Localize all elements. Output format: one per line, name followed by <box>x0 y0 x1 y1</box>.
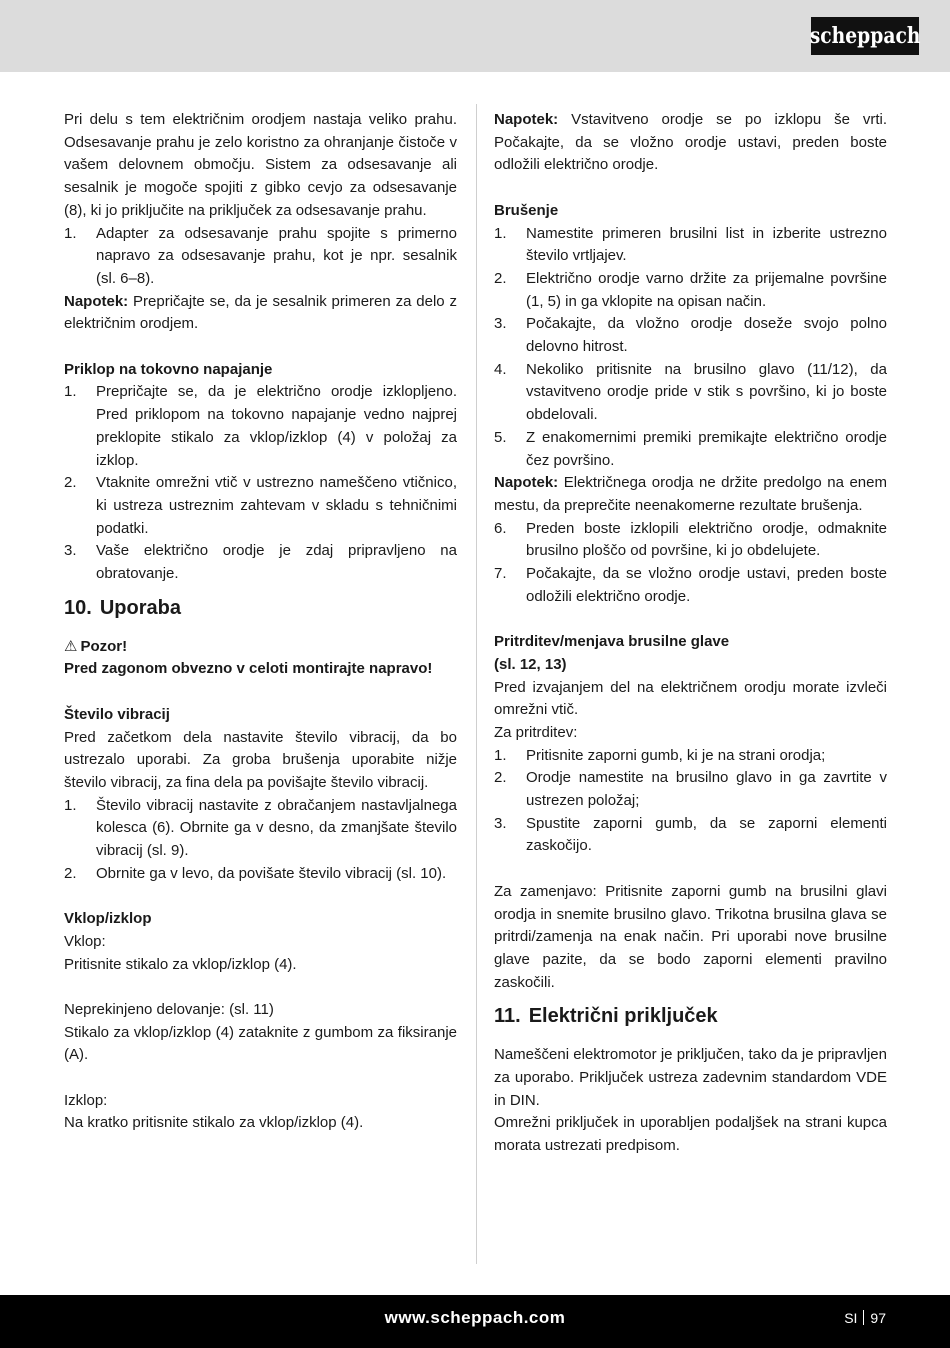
list-number: 5. <box>494 428 507 446</box>
right-column <box>494 109 887 1158</box>
attach-paragraph: Pred izvajanjem del na električnem orodju morate izvleči omrežni vtič. <box>494 678 887 719</box>
list-item <box>64 223 457 291</box>
note-label: Napotek: <box>64 292 129 310</box>
vibration-list <box>64 795 457 886</box>
scheppach-logo <box>811 17 919 55</box>
off-text: Na kratko pritisnite stikalo za vklop/izklop (4). <box>64 1114 364 1132</box>
on-text: Pritisnite stikalo za vklop/izklop (4). <box>64 955 297 973</box>
attach-heading: Pritrditev/menjava brusilne glave <box>494 633 730 651</box>
vibration-heading: Število vibracij <box>64 705 170 723</box>
page-number: 97 <box>870 1310 886 1326</box>
power-heading: Priklop na tokovno napajanje <box>64 360 273 378</box>
list-number: 6. <box>494 519 507 537</box>
continuous-label: Neprekinjeno delovanje: (sl. 11) <box>64 1000 274 1018</box>
list-item <box>494 268 887 313</box>
section-title-text: Električni priključek <box>528 1005 718 1028</box>
list-text: Počakajte, da vložno orodje doseže svojo polno delovno hitrost. <box>526 315 887 356</box>
list-number: 7. <box>494 565 507 583</box>
note-paragraph <box>64 291 457 336</box>
list-number: 1. <box>64 796 77 814</box>
intro-list <box>64 223 457 291</box>
list-text: Vaše električno orodje je zdaj pripravljeno na obratovanje. <box>96 542 457 583</box>
list-item <box>494 563 887 608</box>
list-text: Orodje namestite na brusilno glavo in ga zavrtite v ustrezen položaj; <box>526 769 887 810</box>
footer-bar <box>0 1295 950 1348</box>
grinding-heading: Brušenje <box>494 201 559 219</box>
section-title-text: Uporaba <box>99 596 181 619</box>
list-number: 1. <box>64 224 77 242</box>
note-text: Električnega orodja ne držite predolgo na enem mestu, da preprečite neenakomerne rezultate brušenja. <box>494 474 887 514</box>
list-item <box>64 540 457 585</box>
list-item <box>494 518 887 563</box>
list-item <box>494 813 887 858</box>
list-text: Vtaknite omrežni vtič v ustrezno nameščeno vtičnico, ki ustreza ustreznim zahtevam v skladu s tehničnimi podatki. <box>96 474 457 537</box>
list-item <box>64 863 457 886</box>
continuous-text: Stikalo za vklop/izklop (4) zataknite z gumbom za fiksiranje (A). <box>64 1023 457 1064</box>
list-text: Električno orodje varno držite za prijemalne površine (1, 5) in ga vklopite na opisan način. <box>526 269 887 310</box>
list-text: Počakajte, da se vložno orodje ustavi, preden boste odložili električno orodje. <box>526 565 887 605</box>
list-number: 2. <box>494 269 507 287</box>
warning-icon: ⚠ <box>64 637 78 655</box>
section-11-title <box>494 1002 887 1030</box>
list-text: Število vibracij nastavite z obračanjem nastavljalnega kolesca (6). Obrnite ga v desno, da zmanjšate število vibracij (sl. 9). <box>96 796 457 860</box>
list-item <box>494 745 887 768</box>
note-paragraph <box>494 472 887 517</box>
list-text: Prepričajte se, da je električno orodje izklopljeno. Pred priklopom na tokovno napajanje vedno najprej preklopite stikalo za vklop/izklop (4) v položaj za izklop. <box>96 383 457 469</box>
list-item <box>494 313 887 358</box>
note-paragraph <box>494 109 887 177</box>
warning-text: Pred zagonom obvezno v celoti montirajte napravo! <box>64 660 433 678</box>
attach-heading-figures: (sl. 12, 13) <box>494 655 567 673</box>
list-item <box>64 472 457 540</box>
list-item <box>494 427 887 472</box>
list-number: 4. <box>494 360 507 378</box>
list-number: 3. <box>494 814 507 832</box>
section-10-title <box>64 594 457 622</box>
list-text: Pritisnite zaporni gumb, ki je na strani orodja; <box>526 746 826 764</box>
list-number: 1. <box>494 746 507 764</box>
note-text: Prepričajte se, da je sesalnik primeren za delo z električnim orodjem. <box>64 292 457 333</box>
on-label: Vklop: <box>64 932 106 950</box>
list-item <box>494 359 887 427</box>
note-label: Napotek: <box>494 474 559 492</box>
attach-label: Za pritrditev: <box>494 723 578 741</box>
list-text: Preden boste izklopili električno orodje, odmaknite brusilno ploščo od površine, ki jo obdelujete. <box>526 519 887 560</box>
list-text: Spustite zaporni gumb, da se zaporni elementi zaskočijo. <box>526 814 887 855</box>
list-text: Obrnite ga v levo, da povišate število vibracij (sl. 10). <box>96 864 447 882</box>
attach-list <box>494 745 887 859</box>
list-text: Namestite primeren brusilni list in izberite ustrezno število vrtljajev. <box>526 224 887 265</box>
warning-line <box>64 636 457 659</box>
list-item <box>494 223 887 268</box>
intro-paragraph: Pri delu s tem električnim orodjem nastaja veliko prahu. Odsesavanje prahu je zelo koristno za ohranjanje čistoče v vašem delovnem območju. Sistem za odsesavanje ali sesalnik je mogoče spojiti z gibko cevjo za odsesavanje (8), ki jo priključite na priključek za odsesavanje prahu. <box>64 111 457 219</box>
electric-paragraph-2: Omrežni priključek in uporabljen podaljšek na strani kupca morata ustrezati predpisom. <box>494 1114 887 1155</box>
list-number: 3. <box>494 315 507 333</box>
grinding-list-continued <box>494 518 887 609</box>
electric-paragraph-1: Nameščeni elektromotor je priključen, tako da je pripravljen za uporabo. Priključek ustreza zadevnim standardom VDE in DIN. <box>494 1046 887 1109</box>
page-indicator <box>844 1310 886 1326</box>
header-bar <box>0 0 950 72</box>
list-number: 2. <box>64 474 77 492</box>
list-text: Adapter za odsesavanje prahu spojite s primerno napravo za odsesavanje prahu, kot je npr. sesalnik (sl. 6–8). <box>96 224 457 287</box>
list-item <box>64 795 457 863</box>
list-text: Z enakomernimi premiki premikajte električno orodje čez površino. <box>526 428 887 469</box>
list-item <box>494 767 887 812</box>
footer-url: www.scheppach.com <box>384 1308 566 1327</box>
vibration-paragraph: Pred začetkom dela nastavite število vibracij, da bo ustrezalo uporabi. Za groba brušenja uporabite nižje število vibracij, za fina dela pa povišajte število vibracij. <box>64 728 457 791</box>
grinding-list <box>494 223 887 473</box>
column-divider <box>476 104 477 1264</box>
section-number: 10. <box>64 596 92 619</box>
warning-label: Pozor! <box>80 637 128 655</box>
list-number: 1. <box>494 224 507 242</box>
list-number: 2. <box>64 864 77 882</box>
logo-text: scheppach <box>809 23 921 49</box>
off-label: Izklop: <box>64 1091 108 1109</box>
left-column <box>64 109 457 1135</box>
onoff-heading: Vklop/izklop <box>64 910 152 928</box>
language-code: SI <box>844 1310 858 1326</box>
list-number: 2. <box>494 769 507 787</box>
list-text: Nekoliko pritisnite na brusilno glavo (11/12), da vstavitveno orodje pride v stik s površino, ki jo boste obdelovali. <box>526 360 887 424</box>
note-label: Napotek: <box>494 111 559 128</box>
note-text: Vstavitveno orodje se po izklopu še vrti. Počakajte, da se vložno orodje ustavi, preden boste odložili električno orodje. <box>494 111 887 174</box>
power-list <box>64 381 457 585</box>
list-number: 1. <box>64 383 77 401</box>
section-number: 11. <box>494 1005 521 1028</box>
list-number: 3. <box>64 542 77 560</box>
list-item <box>64 381 457 472</box>
replace-paragraph: Za zamenjavo: Pritisnite zaporni gumb na brusilni glavi orodja in snemite brusilno glavo. Trikotna brusilna glava se pritrdi/zamenja na enak način. Pri uporabi nove brusilne glave pazite, da se bodo zaporni elementi pravilno zaskočili. <box>494 882 887 991</box>
